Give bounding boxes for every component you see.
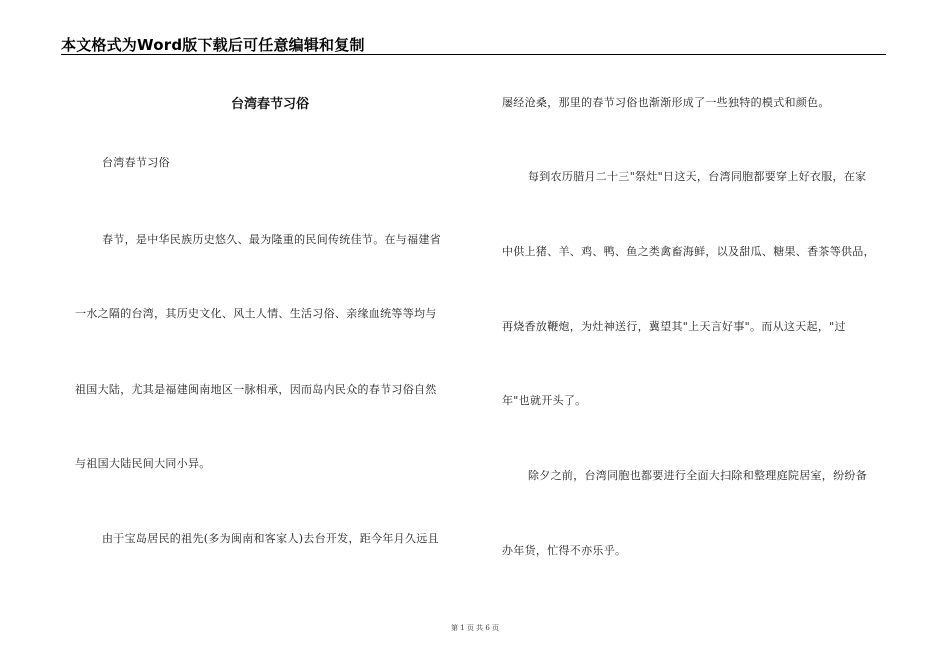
left-line-6: 由于宝岛居民的祖先(多为闽南和客家人)去台开发，距今年月久远且	[102, 532, 439, 545]
page-number: 第 1 页 共 6 页	[450, 624, 500, 632]
left-line-2: 春节，是中华民族历史悠久、最为隆重的民间传统佳节。在与福建省	[102, 233, 441, 246]
right-line-2: 每到农历腊月二十三"祭灶"日这天，台湾同胞都要穿上好衣服，在家	[528, 170, 867, 183]
left-line-5: 与祖国大陆民间大同小异。	[75, 457, 211, 470]
left-line-4: 祖国大陆，尤其是福建闽南地区一脉相承，因而岛内民众的春节习俗自然	[75, 383, 437, 396]
right-line-6: 除夕之前，台湾同胞也都要进行全面大扫除和整理庭院居室，纷纷备	[528, 469, 867, 482]
right-line-5: 年"也就开头了。	[502, 394, 587, 407]
left-line-1: 台湾春节习俗	[102, 156, 170, 169]
left-line-3: 一水之隔的台湾，其历史文化、风土人情、生活习俗、亲缘血统等等均与	[75, 307, 437, 320]
right-line-3: 中供上猪、羊、鸡、鸭、鱼之类禽畜海鲜，以及甜瓜、糖果、香茶等供品，	[502, 245, 875, 258]
header-divider	[61, 54, 886, 55]
right-line-1: 屡经沧桑，那里的春节习俗也渐渐形成了一些独特的模式和颜色。	[502, 96, 830, 109]
right-line-7: 办年货，忙得不亦乐乎。	[502, 544, 627, 557]
header-title: 本文格式为Word版下载后可任意编辑和复制	[61, 36, 365, 54]
right-line-4: 再烧香放鞭炮，为灶神送行，冀望其"上天言好事"。而从这天起，"过	[502, 320, 846, 333]
document-title: 台湾春节习俗	[230, 97, 309, 112]
